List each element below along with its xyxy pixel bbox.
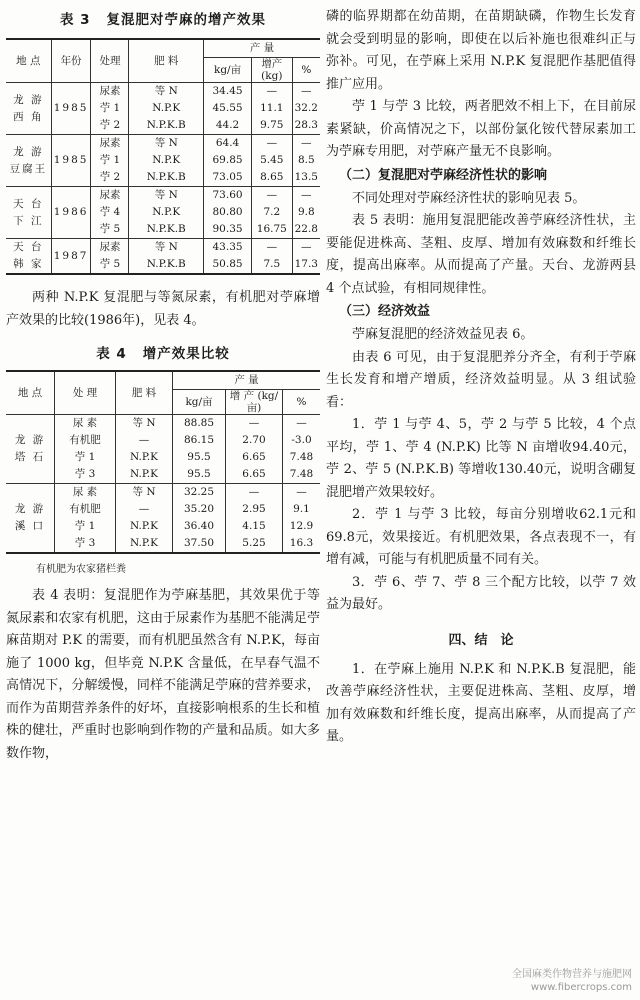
cell-increase: 9.75: [252, 117, 293, 135]
right-paragraph-4: 表 5 表明：施用复混肥能改善苧麻经济性状，主要能促进株高、茎粗、皮厚、增加有效麻数和纤维长度，提高出麻率。从而提高了产量。天台、龙游两县 4 个点试验，有相同规律性。: [326, 213, 636, 296]
cell-treatment: 有机肥: [55, 432, 116, 449]
cell-percent: —: [292, 135, 320, 153]
right-paragraph-10: 1．在苧麻上施用 N.P.K 和 N.P.K.B 复混肥，能改善苧麻经济性状，主要促进株高、茎粗、皮厚，增加有效麻数和纤维长度，提高出麻率，从而提高了产量。: [326, 661, 636, 744]
right-paragraph-9: 3．苧 6、苧 7、苧 8 三个配方比较，以苧 7 效益为最好。: [326, 574, 636, 612]
t3-head-year: 年份: [51, 39, 91, 83]
table-row: [6, 484, 320, 502]
cell-year: 1985: [51, 135, 91, 187]
cell-fertilizer: N.P.K: [116, 466, 173, 484]
cell-increase: 5.45: [252, 152, 293, 169]
table4-body: [6, 415, 320, 554]
cell-increase: 6.65: [226, 449, 283, 466]
cell-percent: 32.2: [292, 100, 320, 117]
left-body-text: [6, 585, 320, 765]
cell-fertilizer: N.P.K.B: [129, 117, 204, 135]
cell-treatment: 苧 5: [91, 256, 129, 274]
t3-head-location: 地 点: [6, 39, 51, 83]
cell-increase: 6.65: [226, 466, 283, 484]
cell-percent: 8.5: [292, 152, 320, 169]
right-paragraph-1: 磷的临界期都在幼苗期，在苗期缺磷，作物生长发育就会受到明显的影响，即使在以后补施也很难纠正与弥补。可见，在苧麻上采用 N.P.K 复混肥作基肥值得推广应用。: [326, 9, 636, 92]
table-row: [6, 83, 320, 101]
right-column: [326, 0, 636, 749]
cell-fertilizer: N.P.K.B: [129, 169, 204, 187]
table3-caption: [6, 8, 320, 28]
cell-fertilizer: N.P.K: [116, 535, 173, 553]
cell-percent: 28.3: [292, 117, 320, 135]
cell-location: 龙 游 西 角: [13, 93, 44, 123]
cell-yield: 35.20: [173, 501, 226, 518]
t3-head-fertilizer: 肥 料: [129, 39, 204, 83]
cell-treatment: 尿素: [91, 187, 129, 205]
cell-location: 天 台 韩 家: [6, 239, 51, 275]
cell-treatment: 苧 3: [55, 535, 116, 553]
cell-increase: 4.15: [226, 518, 283, 535]
cell-percent: 16.3: [283, 535, 321, 553]
watermark-line-1: 全国麻类作物营养与施肥网: [512, 969, 632, 980]
cell-increase: 2.95: [226, 501, 283, 518]
table4-caption-title: 增产效果比较: [142, 346, 230, 362]
cell-increase: 5.25: [226, 535, 283, 553]
right-paragraph-2: 苧 1 与苧 3 比较，两者肥效不相上下，在目前尿素紧缺，价高情况之下，以部份氯化铵代替尿素加工为苧麻专用肥，对苧麻产量无不良影响。: [326, 99, 636, 159]
table3-body: [6, 83, 320, 275]
cell-yield: 45.55: [204, 100, 252, 117]
t3-head-percent: %: [292, 58, 320, 83]
cell-fertilizer: —: [116, 501, 173, 518]
t3-head-yield: 产 量: [204, 39, 320, 58]
cell-treatment: 苧 4: [91, 204, 129, 221]
t4-head-fertilizer: 肥 料: [116, 371, 173, 415]
table-row: [6, 187, 320, 205]
cell-treatment: 苧 1: [91, 152, 129, 169]
left-column: [6, 0, 320, 765]
para-between-tables: 两种 N.P.K 复混肥与等氮尿素，有机肥对苧麻增产效果的比较(1986年)，见表 4。: [6, 290, 320, 328]
cell-increase: 7.5: [252, 256, 293, 274]
right-paragraph-6: 由表 6 可见，由于复混肥养分齐全，有利于苧麻生长发育和增产增质，经济效益明显。从 3 组试验看：: [326, 349, 636, 410]
right-paragraph-5: 苧麻复混肥的经济效益见表 6。: [352, 327, 534, 342]
cell-year: 1986: [51, 187, 91, 239]
cell-percent: —: [283, 484, 321, 502]
t4-head-treatment: 处 理: [55, 371, 116, 415]
cell-treatment: 苧 5: [91, 221, 129, 239]
table4-note: 有机肥为农家猪栏粪: [36, 564, 126, 575]
cell-treatment: 苧 1: [91, 100, 129, 117]
cell-increase: —: [226, 484, 283, 502]
cell-treatment: 尿素: [91, 239, 129, 257]
cell-percent: 7.48: [283, 449, 321, 466]
t3-head-increase: 增产(kg): [252, 58, 293, 83]
cell-percent: —: [283, 415, 321, 433]
cell-percent: 17.3: [292, 256, 320, 274]
cell-fertilizer: 等 N: [116, 484, 173, 502]
cell-yield: 64.4: [204, 135, 252, 153]
cell-treatment: 尿 素: [55, 484, 116, 502]
cell-fertilizer: 等 N: [129, 239, 204, 257]
cell-treatment: 苧 3: [55, 466, 116, 484]
cell-increase: —: [252, 135, 293, 153]
t4-head-increase: 增 产 (kg/亩): [226, 390, 283, 415]
cell-yield: 44.2: [204, 117, 252, 135]
cell-yield: 36.40: [173, 518, 226, 535]
cell-fertilizer: —: [116, 432, 173, 449]
cell-location: 龙 游 豆腐王: [6, 135, 51, 187]
table3-caption-number: 表 3: [59, 12, 91, 28]
cell-yield: 73.05: [204, 169, 252, 187]
table4-caption: [6, 342, 320, 362]
t4-head-kg: kg/亩: [173, 390, 226, 415]
cell-treatment: 有机肥: [55, 501, 116, 518]
cell-yield: 50.85: [204, 256, 252, 274]
cell-treatment: 尿素: [91, 83, 129, 101]
cell-increase: —: [252, 239, 293, 257]
cell-percent: 9.8: [292, 204, 320, 221]
cell-fertilizer: 等 N: [129, 187, 204, 205]
watermark-line-2: www.fibercrops.com: [530, 982, 632, 993]
cell-treatment: 苧 2: [91, 169, 129, 187]
cell-yield: 32.25: [173, 484, 226, 502]
section-heading-3: （三）经济效益: [339, 304, 431, 319]
cell-yield: 88.85: [173, 415, 226, 433]
t4-head-percent: %: [283, 390, 321, 415]
t3-head-treatment: 处理: [91, 39, 129, 83]
cell-year: 1985: [51, 83, 91, 135]
t4-head-yield: 产 量: [173, 371, 321, 390]
cell-fertilizer: 等 N: [129, 83, 204, 101]
cell-percent: 9.1: [283, 501, 321, 518]
cell-fertilizer: N.P.K: [116, 449, 173, 466]
cell-yield: 95.5: [173, 466, 226, 484]
section-heading-2: （二）复混肥对苧麻经济性状的影响: [339, 167, 548, 183]
table-row: [6, 239, 320, 257]
cell-percent: 22.8: [292, 221, 320, 239]
cell-location: 龙 游 塔 石: [14, 434, 46, 463]
section-heading-conclusion: 四、结 论: [448, 632, 514, 648]
table-row: [6, 415, 320, 433]
cell-increase: 16.75: [252, 221, 293, 239]
cell-yield: 34.45: [204, 83, 252, 101]
cell-fertilizer: N.P.K: [116, 518, 173, 535]
t4-head-location: 地 点: [6, 371, 55, 415]
cell-yield: 86.15: [173, 432, 226, 449]
cell-percent: —: [292, 83, 320, 101]
cell-yield: 37.50: [173, 535, 226, 553]
table4: [6, 370, 320, 554]
cell-increase: 7.2: [252, 204, 293, 221]
cell-increase: 8.65: [252, 169, 293, 187]
cell-location: 天 台 下 江: [6, 187, 51, 239]
cell-percent: 13.5: [292, 169, 320, 187]
cell-fertilizer: 等 N: [116, 415, 173, 433]
cell-treatment: 尿素: [91, 135, 129, 153]
cell-fertilizer: N.P.K.B: [129, 256, 204, 274]
cell-fertilizer: N.P.K: [129, 152, 204, 169]
watermark: [512, 968, 632, 994]
cell-yield: 95.5: [173, 449, 226, 466]
cell-fertilizer: N.P.K: [129, 100, 204, 117]
cell-increase: —: [252, 187, 293, 205]
cell-yield: 69.85: [204, 152, 252, 169]
table-row: [6, 135, 320, 153]
right-paragraph-7: 1．苧 1 与苧 4、5，苧 2 与苧 5 比较，4 个点平均，苧 1、苧 4 (N.P.K) 比等 N 亩增收94.40元，苧 2、苧 5 (N.P.K.B) 等增收130.40元，说明含硼复混肥增产效果较好。: [326, 417, 636, 500]
table3: [6, 38, 320, 275]
table3-caption-title: 复混肥对苧麻的增产效果: [106, 12, 267, 28]
cell-increase: 11.1: [252, 100, 293, 117]
cell-increase: —: [252, 83, 293, 101]
cell-percent: —: [292, 239, 320, 257]
cell-treatment: 苧 1: [55, 518, 116, 535]
cell-location: 龙 游 溪 口: [6, 484, 55, 554]
cell-treatment: 尿 素: [55, 415, 116, 433]
t3-head-kg: kg/亩: [204, 58, 252, 83]
cell-yield: 90.35: [204, 221, 252, 239]
cell-percent: 7.48: [283, 466, 321, 484]
cell-treatment: 苧 2: [91, 117, 129, 135]
cell-yield: 43.35: [204, 239, 252, 257]
cell-yield: 73.60: [204, 187, 252, 205]
cell-fertilizer: N.P.K.B: [129, 221, 204, 239]
left-paragraph: 表 4 表明：复混肥作为苧麻基肥，其效果优于等氮尿素和农家有机肥，这由于尿素作为基肥不能满足苧麻苗期对 P.K 的需要，而有机肥虽然含有 N.P.K，每亩施了 1000 kg，但毕竟 N.P.K 含量低，在早春气温不高情况下，分解缓慢，同样不能满足苧麻的营养要求，而作为苗期营养条件的好坏，直接影响根系的生长和植株的健壮，严重时也影响到作物的产量和品质。如大多数作物，: [6, 588, 320, 761]
cell-fertilizer: 等 N: [129, 135, 204, 153]
cell-percent: -3.0: [283, 432, 321, 449]
cell-year: 1987: [51, 239, 91, 275]
cell-increase: 2.70: [226, 432, 283, 449]
table4-caption-number: 表 4: [96, 346, 127, 362]
right-paragraph-3: 不同处理对苧麻经济性状的影响见表 5。: [352, 190, 586, 206]
cell-percent: 12.9: [283, 518, 321, 535]
cell-increase: —: [226, 415, 283, 433]
cell-yield: 80.80: [204, 204, 252, 221]
cell-percent: —: [292, 187, 320, 205]
right-paragraph-8: 2．苧 1 与苧 3 比较，每亩分别增收62.1元和69.8元，效果接近。有机肥效果，各点表现不一，有增有减，可能与有机肥质量不同有关。: [326, 507, 636, 567]
cell-treatment: 苧 1: [55, 449, 116, 466]
cell-fertilizer: N.P.K: [129, 204, 204, 221]
